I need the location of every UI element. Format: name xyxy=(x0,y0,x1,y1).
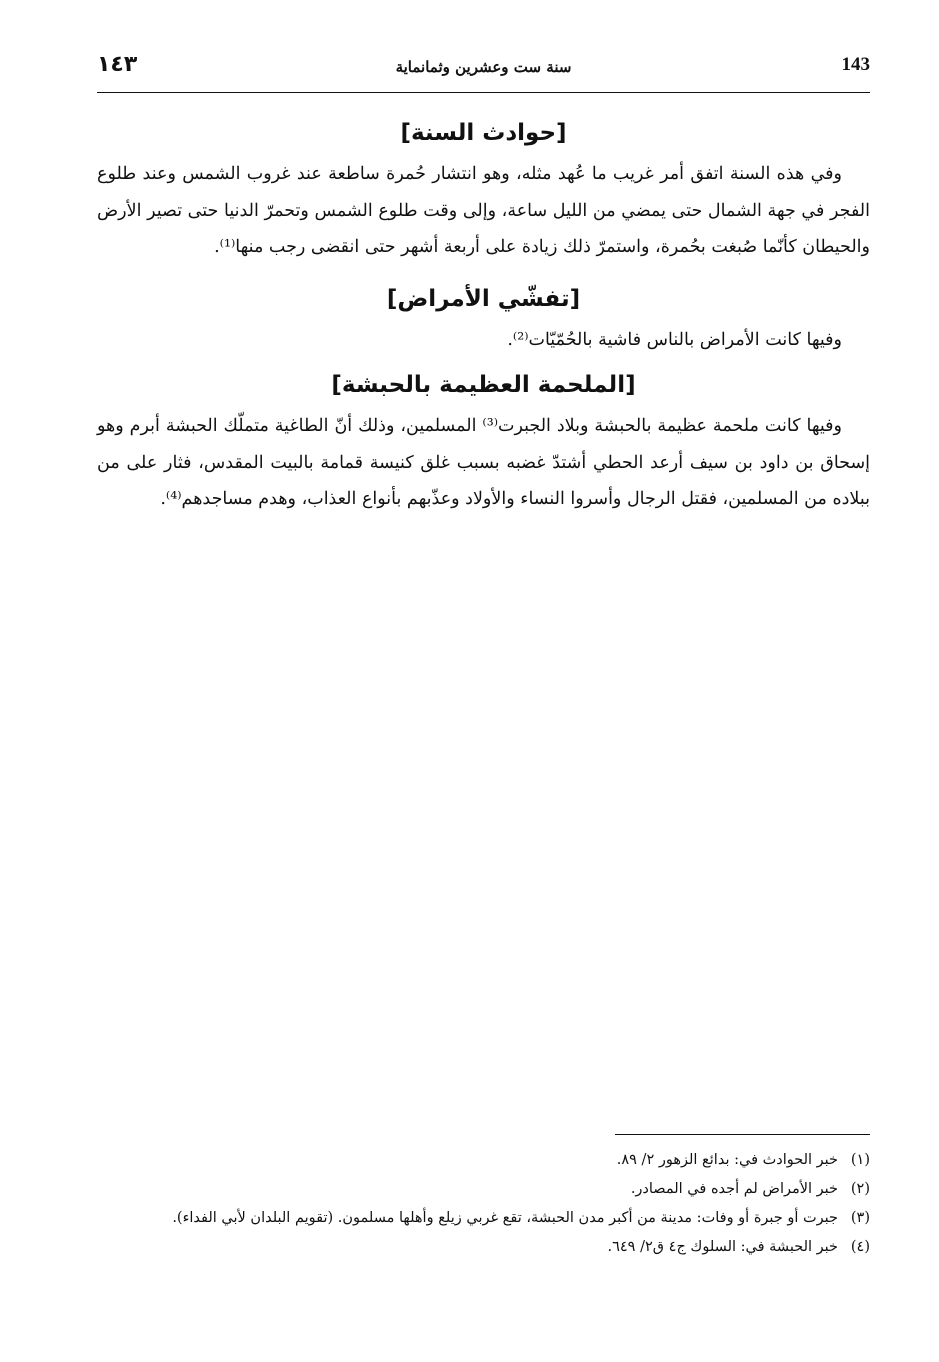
header-rule xyxy=(97,92,870,93)
section-heading-abyssinia-battle: [الملحمة العظيمة بالحبشة] xyxy=(331,372,636,398)
running-header xyxy=(97,52,870,92)
page-number-latin: 143 xyxy=(841,54,870,75)
footnote-number: (٢) xyxy=(850,1181,870,1197)
running-title: سنة ست وعشرين وثمانماية xyxy=(395,58,572,76)
footnote-number: (٣) xyxy=(850,1210,870,1226)
main-text xyxy=(97,110,870,518)
footnote-text: خبر الأمراض لم أجده في المصادر. xyxy=(630,1181,838,1197)
footnote-item xyxy=(97,1175,870,1204)
paragraph-diseases: وفيها كانت الأمراض بالناس فاشية بالحُمّيّات⁽²⁾. xyxy=(507,329,842,350)
section-heading-events: [حوادث السنة] xyxy=(400,120,567,146)
footnotes xyxy=(97,1146,870,1262)
footnote-number: (١) xyxy=(850,1152,870,1168)
paragraph-events: وفي هذه السنة اتفق أمر غريب ما عُهد مثله، وهو انتشار حُمرة ساطعة عند غروب الشمس وعند طلوع الفجر في جهة الشمال حتى يمضي من الليل ساعة، وإلى وقت طلوع الشمس وتحمرّ الدنيا حتى تصير الأرض والحيطان كأنّما صُبغت بحُمرة، واستمرّ ذلك زيادة على أربعة أشهر حتى انقضى رجب منها⁽¹⁾. xyxy=(97,164,870,257)
footnote-text: جبرت أو جبرة أو وفات: مدينة من أكبر مدن الحبشة، تقع غربي زيلع وأهلها مسلمون. (تقويم البلدان لأبي الفداء). xyxy=(172,1210,838,1226)
paragraph-abyssinia-battle: وفيها كانت ملحمة عظيمة بالحبشة وبلاد الجبرت⁽³⁾ المسلمين، وذلك أنّ الطاغية متملّك الحبشة أبرم وهو إسحاق بن داود بن سيف أرعد الحطي أشتدّ غضبه بسبب غلق كنيسة قمامة بالبيت المقدس، فثار على من ببلاده من المسلمين، فقتل الرجال وأسروا النساء والأولاد وعذّبهم بأنواع العذاب، وهدم مساجدهم⁽⁴⁾. xyxy=(97,416,870,509)
footnote-item xyxy=(97,1204,870,1233)
page-number-arabic: ١٤٣ xyxy=(97,52,138,77)
footnote-number: (٤) xyxy=(850,1239,870,1255)
footnote-text: خبر الحوادث في: بدائع الزهور ٢/ ٨٩. xyxy=(616,1152,838,1168)
footnote-item xyxy=(97,1233,870,1262)
section-heading-diseases: [تفشّي الأمراض] xyxy=(386,285,581,312)
footnote-item xyxy=(97,1146,870,1175)
footnote-text: خبر الحبشة في: السلوك ج٤ ق٢/ ٦٤٩. xyxy=(607,1239,838,1255)
footnote-separator xyxy=(615,1134,870,1135)
